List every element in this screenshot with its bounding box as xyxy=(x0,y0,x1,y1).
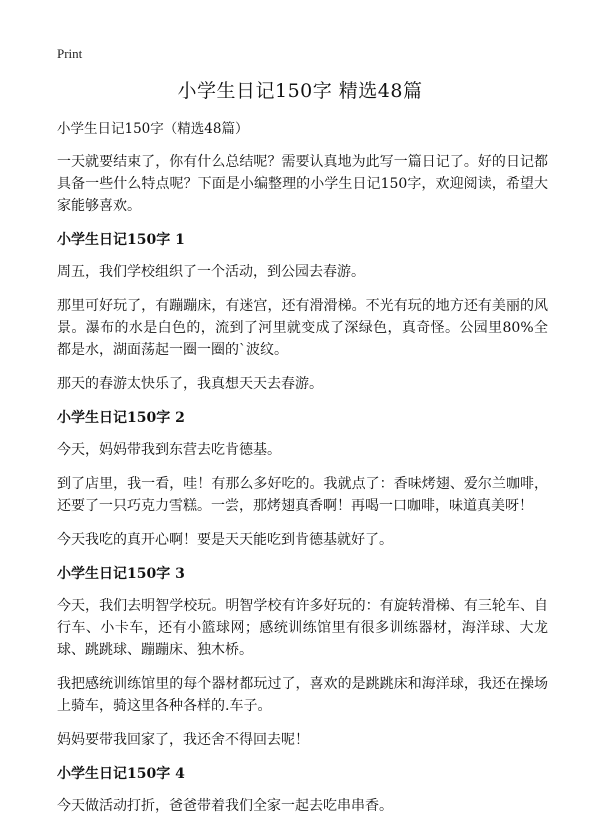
page-title: 小学生日记150字 精选48篇 xyxy=(177,80,423,102)
section-heading: 小学生日记150字 2 xyxy=(57,410,185,426)
paragraph: 今天，我们去明智学校玩。明智学校有许多好玩的：有旋转滑梯、有三轮车、自行车、小卡车，还有小篮球网；感统训练馆里有很多训练器材，海洋球、大龙球、跳跳球、蹦蹦床、独木桥。 xyxy=(57,598,548,658)
intro-paragraph: 一天就要结束了，你有什么总结呢？需要认真地为此写一篇日记了。好的日记都具备一些什么特点呢？下面是小编整理的小学生日记150字，欢迎阅读，希望大家能够喜欢。 xyxy=(57,154,548,214)
paragraph: 妈妈要带我回家了，我还舍不得回去呢！ xyxy=(57,732,309,748)
diary-entry-1 xyxy=(57,229,548,395)
paragraph: 到了店里，我一看，哇！有那么多好吃的。我就点了：香味烤翅、爱尔兰咖啡，还要了一只巧克力雪糕。一尝，那烤翅真香啊！再喝一口咖啡，味道真美呀！ xyxy=(57,476,548,514)
paragraph: 那天的春游太快乐了，我真想天天去春游。 xyxy=(57,376,323,392)
section-heading: 小学生日记150字 3 xyxy=(57,566,185,582)
paragraph: 周五，我们学校组织了一个活动，到公园去春游。 xyxy=(57,264,365,280)
paragraph: 今天，妈妈带我到东营去吃肯德基。 xyxy=(57,442,281,458)
section-heading: 小学生日记150字 1 xyxy=(57,232,185,248)
diary-entry-4 xyxy=(57,763,548,817)
paragraph: 今天我吃的真开心啊！要是天天能吃到肯德基就好了。 xyxy=(57,532,393,548)
print-link[interactable]: Print xyxy=(57,46,83,61)
section-heading: 小学生日记150字 4 xyxy=(57,766,185,782)
paragraph: 那里可好玩了，有蹦蹦床，有迷宫，还有滑滑梯。不光有玩的地方还有美丽的风景。瀑布的水是白色的，流到了河里就变成了深绿色，真奇怪。公园里80%全都是水，湖面荡起一圈一圈的`波纹。 xyxy=(57,298,548,358)
diary-entry-2 xyxy=(57,407,548,551)
diary-entry-3 xyxy=(57,563,548,751)
paragraph: 今天做活动打折，爸爸带着我们全家一起去吃串串香。 xyxy=(57,798,393,814)
article-subtitle: 小学生日记150字（精选48篇） xyxy=(57,121,249,137)
paragraph: 我把感统训练馆里的每个器材都玩过了，喜欢的是跳跳床和海洋球，我还在操场上骑车，骑这里各种各样的.车子。 xyxy=(57,676,548,714)
article-body xyxy=(57,118,548,829)
